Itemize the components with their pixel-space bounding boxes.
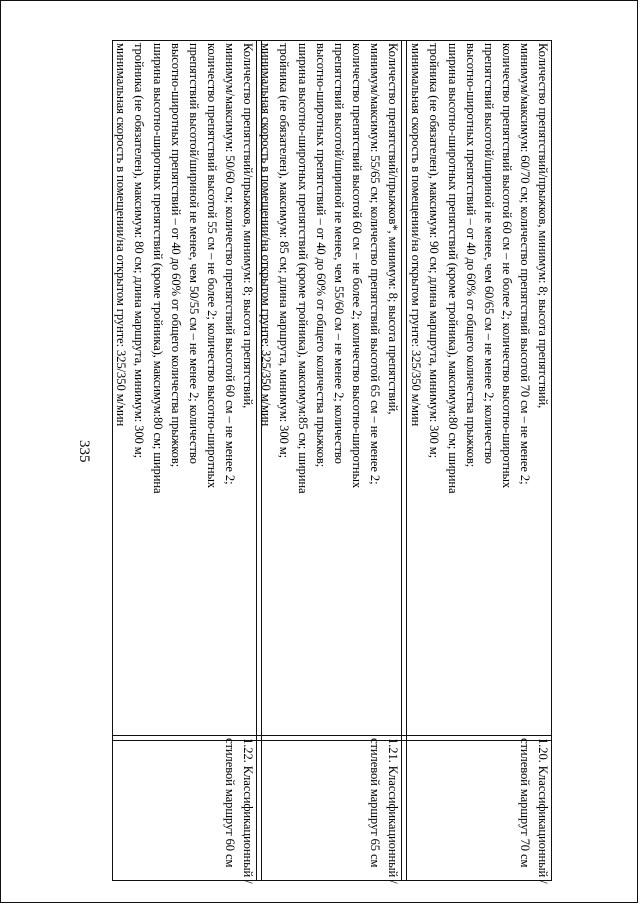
desc-line: препятствий высотой/шириной не менее, чем 60/65 см – не менее 2; количество — [481, 43, 496, 464]
label-line: стилевой маршрут 70 см — [517, 738, 532, 868]
desc-line: высотно-широтных препятствий – от 40 до 60% от общего количества прыжков; — [463, 43, 478, 468]
page-number: 335 — [76, 440, 92, 463]
table-divider — [112, 740, 552, 741]
desc-line: ширина высотно-широтных препятствий (кроме тройника), максимум:80 см; ширина — [150, 43, 165, 494]
desc-line: минимум/максимум: 50/60 см; количество препятствий высотой 60 см – не менее 2; — [222, 43, 237, 485]
requirements-table — [112, 40, 552, 884]
desc-line: количество препятствий высотой 60 см – не более 2; количество высотно-широтных — [499, 43, 514, 489]
label-line: стилевой маршрут 65 см — [367, 738, 382, 868]
row-label-1-22 — [221, 738, 257, 884]
desc-line: тройника (не обязателен), максимум: 80 см; длина маршрута, минимум: 300 м; — [132, 43, 147, 459]
row-description-1-22 — [112, 43, 257, 494]
label-line: 1.22. Классификационный / — [241, 738, 255, 884]
row-label-1-21 — [366, 738, 402, 884]
desc-line: количество препятствий высотой 60 см – не более 2; количество высотно-широтных — [349, 43, 364, 489]
desc-line: минимальная скорость в помещении/на открытом грунте: 325/350 м/мин — [259, 43, 274, 427]
table-edge-left — [112, 40, 552, 41]
label-line: стилевой маршрут 60 см — [222, 738, 237, 868]
desc-line: ширина высотно-широтных препятствий (кроме тройника), максимум:80 см; ширина — [445, 43, 460, 494]
table-divider — [112, 735, 552, 736]
desc-line: Количество препятствий/прыжков, минимум: 8; высота препятствий, — [241, 43, 255, 409]
desc-line: высотно-широтных препятствий – от 40 до 60% от общего количества прыжков; — [168, 43, 183, 468]
label-line: 1.21. Классификационный / — [386, 738, 400, 884]
desc-line: количество препятствий высотой 55 см – не более 2; количество высотно-широтных — [204, 43, 219, 489]
desc-line: Количество препятствий/прыжков, минимум: 8; высота препятствий, — [536, 43, 550, 409]
desc-line: минимальная скорость в помещении/на открытом грунте: 325/350 м/мин — [114, 43, 129, 427]
desc-line: Количество препятствий/прыжков*, минимум: 8; высота препятствий, — [386, 43, 400, 415]
row-label-1-20 — [516, 738, 552, 884]
desc-line: минимум/максимум: 55/65 см; количество препятствий высотой 65 см – не менее 2; — [367, 43, 382, 485]
desc-line: высотно-широтных препятствий – от 40 до 60% от общего количества прыжков; — [313, 43, 328, 468]
desc-line: препятствий высотой/шириной не менее, чем 50/55 см – не менее 2; количество — [186, 43, 201, 464]
desc-line: ширина высотно-широтных препятствий (кроме тройника), максимум:85 см; ширина — [295, 43, 310, 494]
desc-line: минимум/максимум: 60/70 см; количество препятствий высотой 70 см – не менее 2; — [517, 43, 532, 485]
table-edge-right — [112, 880, 552, 881]
desc-line: тройника (не обязателен), максимум: 85 см; длина маршрута, минимум: 300 м; — [277, 43, 292, 459]
label-line: 1.20. Классификационный / — [536, 738, 550, 884]
desc-line: минимальная скорость в помещении/на открытом грунте: 325/350 м/мин — [409, 43, 424, 427]
desc-line: тройника (не обязателен), максимум: 90 см; длина маршрута, минимум: 300 м; — [427, 43, 442, 459]
row-description-1-21 — [257, 43, 402, 494]
row-description-1-20 — [407, 43, 552, 494]
desc-line: препятствий высотой/шириной не менее, чем 55/60 см – не менее 2; количество — [331, 43, 346, 464]
